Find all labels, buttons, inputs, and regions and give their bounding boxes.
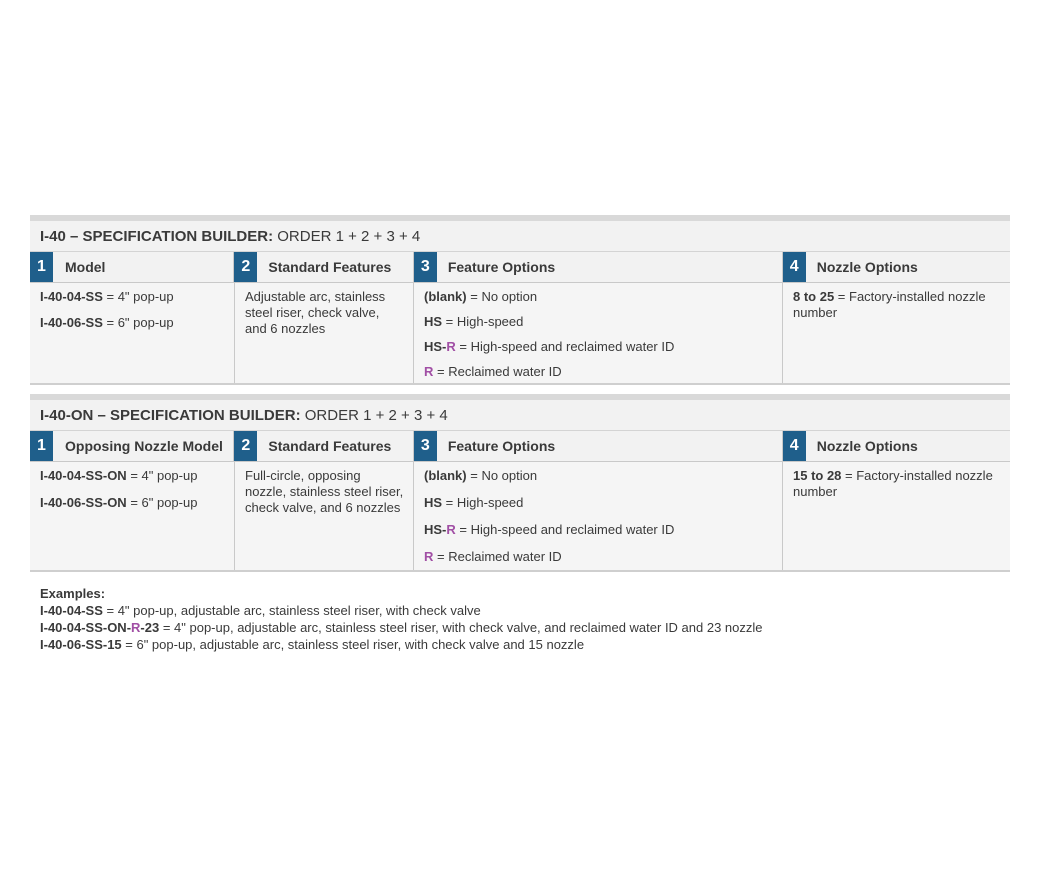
- column-label: Nozzle Options: [816, 259, 918, 275]
- spec-builder-i40-on: [30, 394, 1010, 572]
- model-cell: [30, 283, 234, 383]
- column-header-nozzle-options: [782, 431, 1010, 461]
- column-header-row: [30, 431, 1010, 462]
- column-label: Feature Options: [447, 438, 556, 454]
- example-line: I-40-04-SS-ON-R-23 = 4" pop-up, adjustable arc, stainless steel riser, with check valve, and reclaimed water ID and 23 nozzle: [40, 620, 763, 635]
- column-label: Nozzle Options: [816, 438, 918, 454]
- model-cell: [30, 462, 234, 570]
- standard-features-cell: Full-circle, opposing nozzle, stainless steel riser, check valve, and 6 nozzles: [234, 462, 413, 570]
- feature-options-cell: [413, 283, 782, 383]
- model-option: I-40-04-SS = 4" pop-up: [40, 289, 174, 304]
- model-option: I-40-06-SS-ON = 6" pop-up: [40, 495, 198, 510]
- column-header-standard-features: [233, 252, 412, 282]
- example-line: I-40-04-SS = 4" pop-up, adjustable arc, stainless steel riser, with check valve: [40, 603, 481, 618]
- examples-heading: Examples:: [40, 586, 106, 601]
- step-number: 2: [234, 252, 257, 282]
- column-label: Feature Options: [447, 259, 556, 275]
- step-number: 3: [414, 431, 437, 461]
- nozzle-options-cell: 15 to 28 = Factory-installed nozzle number: [782, 462, 1010, 570]
- spec-builder-i40: [30, 215, 1010, 385]
- column-label: Model: [65, 259, 106, 275]
- feature-option: HS = High-speed: [424, 495, 524, 510]
- feature-option: HS = High-speed: [424, 314, 524, 329]
- column-header-model: [30, 431, 233, 461]
- builder-title: [30, 400, 1010, 431]
- standard-features-cell: Adjustable arc, stainless steel riser, check valve, and 6 nozzles: [234, 283, 413, 383]
- feature-option: HS-R = High-speed and reclaimed water ID: [424, 339, 675, 354]
- feature-options-cell: [413, 462, 782, 570]
- feature-option: (blank) = No option: [424, 468, 538, 483]
- feature-option: R = Reclaimed water ID: [424, 549, 562, 564]
- column-header-standard-features: [233, 431, 412, 461]
- model-option: I-40-04-SS-ON = 4" pop-up: [40, 468, 198, 483]
- step-number: 3: [414, 252, 437, 282]
- column-header-feature-options: [413, 252, 782, 282]
- column-label: Standard Features: [268, 438, 392, 454]
- builder-title-bold: I-40-ON – SPECIFICATION BUILDER:: [40, 407, 301, 424]
- nozzle-options-cell: 8 to 25 = Factory-installed nozzle number: [782, 283, 1010, 383]
- example-line: I-40-06-SS-15 = 6" pop-up, adjustable arc, stainless steel riser, with check valve and 15 nozzle: [40, 637, 585, 652]
- step-number: 2: [234, 431, 257, 461]
- column-header-nozzle-options: [782, 252, 1010, 282]
- step-number: 1: [30, 431, 53, 461]
- column-header-model: [30, 252, 233, 282]
- feature-option: R = Reclaimed water ID: [424, 364, 562, 379]
- column-label: Standard Features: [268, 259, 392, 275]
- step-number: 1: [30, 252, 53, 282]
- builder-title-bold: I-40 – SPECIFICATION BUILDER:: [40, 228, 274, 245]
- column-label: Opposing Nozzle Model: [65, 438, 223, 454]
- builder-title-order: ORDER 1 + 2 + 3 + 4: [277, 228, 421, 245]
- builder-title: [30, 221, 1010, 252]
- column-header-feature-options: [413, 431, 782, 461]
- model-option: I-40-06-SS = 6" pop-up: [40, 315, 174, 330]
- examples-section: [40, 585, 763, 653]
- spec-row: [30, 283, 1010, 385]
- feature-option: (blank) = No option: [424, 289, 538, 304]
- feature-option: HS-R = High-speed and reclaimed water ID: [424, 522, 675, 537]
- spec-row: [30, 462, 1010, 572]
- builder-title-order: ORDER 1 + 2 + 3 + 4: [304, 407, 448, 424]
- step-number: 4: [783, 252, 806, 282]
- column-header-row: [30, 252, 1010, 283]
- step-number: 4: [783, 431, 806, 461]
